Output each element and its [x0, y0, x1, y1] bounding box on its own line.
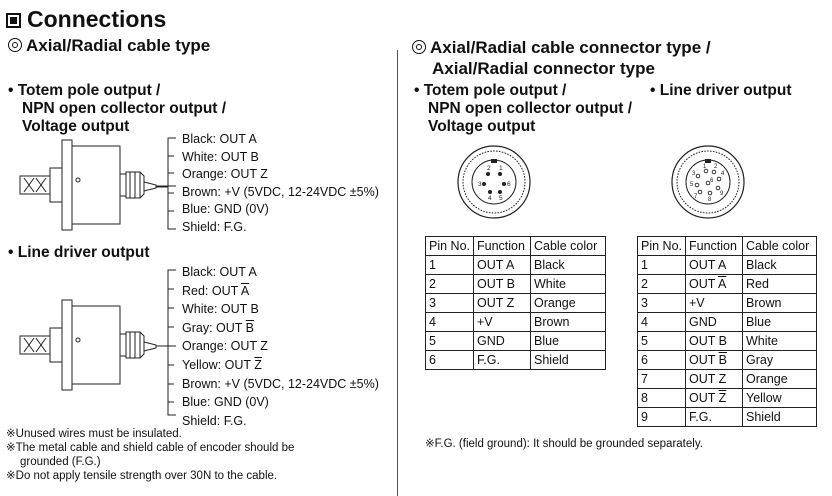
table-row: 4 +V Brown	[426, 313, 606, 332]
left-notes: ※Unused wires must be insulated. ※The metal cable and shield cable of encoder should be grounded (F.G.) ※Do not apply tensile strength over 30N to the cable.	[6, 428, 295, 482]
pin-number: 8	[708, 197, 712, 203]
line-driver-heading-left: • Line driver output	[8, 244, 150, 261]
wire-list-line-driver	[182, 263, 379, 430]
column-header: Pin No.	[638, 237, 686, 256]
connector-6pin-diagram	[456, 144, 532, 220]
pin-number: 2	[714, 164, 718, 170]
encoder-diagram-line-driver	[18, 288, 178, 398]
pin-number: 2	[487, 165, 491, 172]
table-row: 1 OUT A Black	[426, 256, 606, 275]
table-row: 1 OUT A Black	[638, 256, 817, 275]
pin-table-9	[637, 236, 817, 427]
column-header: Cable color	[531, 237, 606, 256]
table-row: 7 OUT Z Orange	[638, 370, 817, 389]
wire-label: Shield: F.G.	[182, 219, 247, 234]
pin-number: 5	[690, 182, 694, 188]
double-circle-icon	[412, 40, 426, 54]
table-row: 9 F.G. Shield	[638, 408, 817, 427]
pin-number: 4	[488, 195, 492, 202]
pin-number: 6	[507, 181, 511, 188]
left-heading: Axial/Radial cable type	[8, 36, 210, 56]
wire-label: Blue: GND (0V)	[182, 395, 269, 410]
table-row: 5 GND Blue	[426, 332, 606, 351]
wire-bracket-line-driver	[156, 262, 176, 420]
pin-number: 4	[721, 171, 725, 177]
column-header: Function	[686, 237, 743, 256]
pin-table-6	[425, 236, 606, 370]
wire-label: Brown: +V (5VDC, 12-24VDC ±5%)	[182, 184, 379, 199]
wire-label: Gray: OUT $\overline{B}$	[182, 320, 255, 335]
table-row: 3 OUT Z Orange	[426, 294, 606, 313]
table-header-row	[426, 237, 606, 256]
wire-label: Black: OUT A	[182, 132, 257, 146]
table-row: 6 OUT $\overline{B}$ Gray	[638, 351, 817, 370]
hatch-icon	[24, 178, 46, 192]
wire-label: Brown: +V (5VDC, 12-24VDC ±5%)	[182, 376, 379, 391]
double-circle-icon	[8, 38, 22, 52]
table-row: 2 OUT $\overline{A}$ Red	[638, 275, 817, 294]
table-row: 4 GND Blue	[638, 313, 817, 332]
column-header: Function	[474, 237, 531, 256]
right-note: ※F.G. (field ground): It should be grounded separately.	[425, 438, 703, 450]
wire-label: Orange: OUT Z	[182, 339, 268, 354]
table-row: 6 F.G. Shield	[426, 351, 606, 370]
pin-number: 1	[703, 164, 707, 170]
wire-label: Blue: GND (0V)	[182, 202, 269, 216]
wire-bracket-totem	[156, 130, 176, 234]
section-title: Connections	[6, 6, 166, 33]
table-row: 8 OUT $\overline{Z}$ Yellow	[638, 389, 817, 408]
totem-output-heading-left: • Totem pole output / NPN open collector output / Voltage output	[8, 82, 227, 135]
wire-label: Yellow: OUT $\overline{Z}$	[182, 357, 262, 372]
column-header: Pin No.	[426, 237, 474, 256]
table-row: 3 +V Brown	[638, 294, 817, 313]
pin-number: 3	[692, 171, 696, 177]
wire-label: Shield: F.G.	[182, 413, 247, 428]
pin-number: 1	[499, 165, 503, 172]
table-row: 2 OUT B White	[426, 275, 606, 294]
pin-number: 6	[710, 178, 714, 184]
column-divider	[397, 50, 398, 496]
table-row: 5 OUT B White	[638, 332, 817, 351]
line-driver-heading-right: • Line driver output	[650, 82, 792, 99]
column-header: Cable color	[743, 237, 817, 256]
right-heading: Axial/Radial cable connector type / Axial/Radial connector type	[412, 37, 711, 79]
table-header-row	[638, 237, 817, 256]
wire-label: White: OUT B	[182, 149, 259, 164]
wire-label: Red: OUT $\overline{A}$	[182, 283, 250, 298]
wire-label: White: OUT B	[182, 302, 259, 317]
wire-list-totem	[182, 131, 379, 236]
filled-square-icon	[6, 13, 21, 28]
pin-number: 7	[694, 194, 698, 200]
wire-label: Black: OUT A	[182, 265, 257, 279]
pin-number: 9	[720, 191, 724, 197]
connector-9pin-diagram	[670, 144, 746, 220]
wire-label: Orange: OUT Z	[182, 167, 268, 181]
pin-number: 5	[499, 195, 503, 202]
totem-output-heading-right: • Totem pole output / NPN open collector output / Voltage output	[414, 82, 633, 135]
pin-number: 3	[478, 181, 482, 188]
encoder-diagram-totem	[18, 128, 178, 238]
